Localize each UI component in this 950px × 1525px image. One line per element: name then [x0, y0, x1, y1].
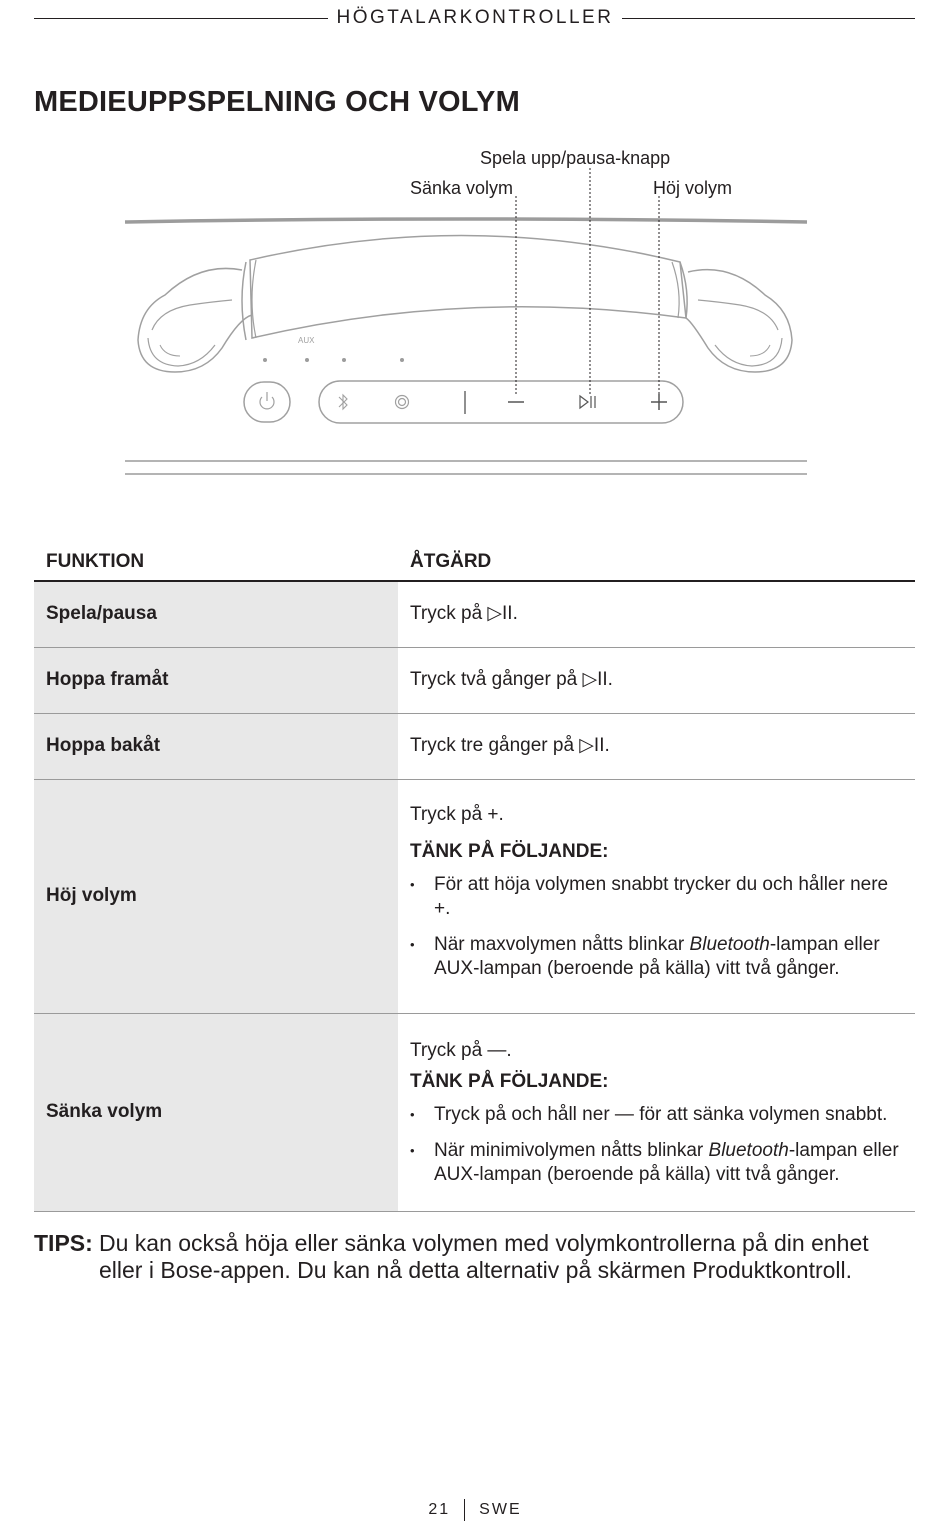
footer-separator	[464, 1499, 465, 1521]
action-cell	[398, 1013, 915, 1211]
callout-play-pause: Spela upp/pausa-knapp	[480, 148, 671, 168]
action-cell	[398, 779, 915, 1013]
table-row	[34, 1013, 915, 1211]
action-cell: Tryck tre gånger på ▷II.	[398, 713, 915, 779]
page-title: MEDIEUPPSPELNING OCH VOLYM	[34, 86, 520, 118]
column-header-action: ÅTGÄRD	[398, 540, 915, 581]
led-indicator	[263, 358, 267, 362]
section-header	[0, 7, 950, 29]
note-bullet: • När maxvolymen nåtts blinkar Bluetooth-lampan eller AUX-lampan (beroende på källa) vitt två gånger.	[410, 933, 903, 981]
power-button	[244, 382, 290, 422]
table-row	[34, 779, 915, 1013]
function-cell: Hoppa bakåt	[34, 713, 398, 779]
speaker-top-edge	[125, 219, 807, 222]
led-indicator	[400, 358, 404, 362]
note-bullet: • Tryck på och håll ner — för att sänka volymen snabbt.	[410, 1103, 903, 1127]
control-bar	[319, 381, 683, 423]
note-title: TÄNK PÅ FÖLJANDE:	[410, 1071, 609, 1092]
note-bullet: • När minimivolymen nåtts blinkar Bluetooth-lampan eller AUX-lampan (beroende på källa) vitt två gånger.	[410, 1139, 903, 1187]
note-bullet: • För att höja volymen snabbt trycker du och håller nere +.	[410, 873, 903, 921]
language-code: SWE	[479, 1501, 522, 1519]
action-text: Tryck på —.	[410, 1040, 512, 1061]
column-header-function: FUNKTION	[34, 540, 398, 581]
page-number: 21	[428, 1501, 451, 1519]
callout-volume-down: Sänka volym	[410, 178, 514, 198]
note-list	[410, 1103, 903, 1187]
table-header-row	[34, 540, 915, 581]
note-title: TÄNK PÅ FÖLJANDE:	[410, 841, 609, 862]
action-cell: Tryck två gånger på ▷II.	[398, 647, 915, 713]
function-cell: Höj volym	[34, 779, 398, 1013]
action-text: Tryck på +.	[410, 804, 504, 825]
table-row	[34, 713, 915, 779]
aux-label: AUX	[298, 336, 315, 345]
function-cell: Sänka volym	[34, 1013, 398, 1211]
page-footer	[0, 1499, 950, 1521]
function-cell: Spela/pausa	[34, 581, 398, 647]
action-cell: Tryck på ▷II.	[398, 581, 915, 647]
function-table	[34, 540, 915, 1212]
callout-volume-up: Höj volym	[653, 178, 733, 198]
table-row	[34, 581, 915, 647]
table-row	[34, 647, 915, 713]
led-indicator	[342, 358, 346, 362]
function-cell: Hoppa framåt	[34, 647, 398, 713]
note-list	[410, 873, 903, 981]
tips-label: TIPS:	[34, 1230, 93, 1256]
right-strap-loop	[686, 270, 792, 372]
tips-block	[34, 1230, 915, 1284]
section-title: HÖGTALARKONTROLLER	[328, 7, 623, 28]
tips-text: Du kan också höja eller sänka volymen med volymkontrollerna på din enhet eller i Bose-appen. Du kan nå detta alternativ på skärmen Produktkontroll.	[99, 1230, 869, 1283]
led-indicator	[305, 358, 309, 362]
speaker-strap	[250, 235, 686, 338]
speaker-diagram	[0, 140, 950, 485]
